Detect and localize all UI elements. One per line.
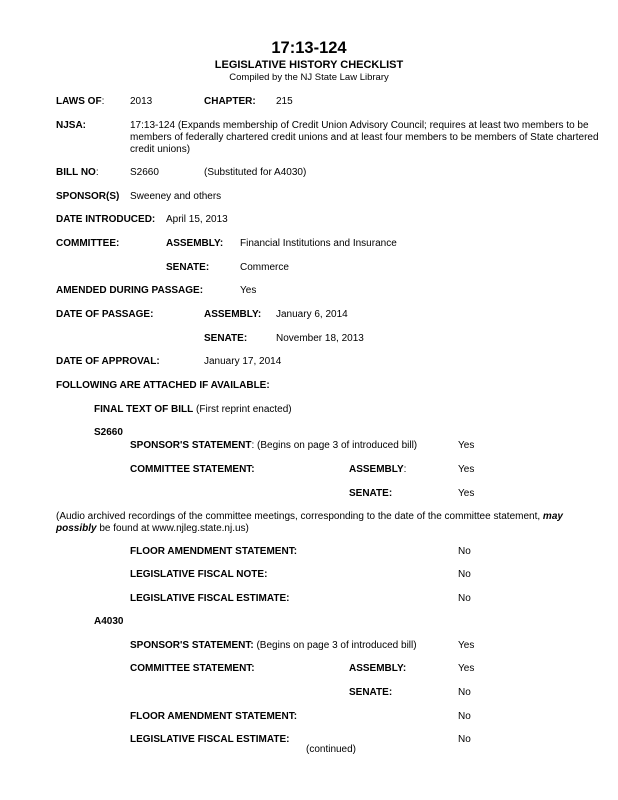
- s2660-senate-value: Yes: [458, 488, 475, 499]
- continued-note: (continued): [305, 744, 357, 755]
- passage-senate-label: SENATE:: [204, 333, 248, 344]
- s2660-floor-value: No: [458, 546, 471, 557]
- a4030-sponsor-value: Yes: [458, 640, 475, 651]
- chapter-value: 215: [276, 96, 293, 107]
- page-title: 17:13-124: [271, 39, 347, 57]
- njsa-text: 17:13-124 (Expands membership of Credit Union Advisory Council; requires at least two members to be members of federally chartered credit unions and at least four members to be members of State chartered credit unions): [130, 120, 599, 155]
- committee-senate-value: Commerce: [240, 262, 289, 273]
- final-text-note: (First reprint enacted): [196, 404, 292, 415]
- a4030-senate-value: No: [458, 687, 471, 698]
- njsa-label: NJSA:: [56, 120, 87, 131]
- committee-label: COMMITTEE:: [56, 238, 120, 249]
- final-text-row: [94, 404, 292, 416]
- s2660-sponsor-value: Yes: [458, 440, 475, 451]
- attached-heading: FOLLOWING ARE ATTACHED IF AVAILABLE:: [56, 380, 270, 391]
- page-subtitle: LEGISLATIVE HISTORY CHECKLIST: [214, 59, 404, 71]
- a4030-sponsor-row: [130, 640, 417, 652]
- a4030-floor-label: FLOOR AMENDMENT STATEMENT:: [130, 711, 298, 722]
- bill-no-note: (Substituted for A4030): [204, 167, 307, 178]
- a4030-assembly-label: ASSEMBLY:: [349, 663, 407, 674]
- amended-label: AMENDED DURING PASSAGE:: [56, 285, 204, 296]
- a4030-senate-label: SENATE:: [349, 687, 393, 698]
- a4030-fiscal-estimate-label: LEGISLATIVE FISCAL ESTIMATE:: [130, 734, 290, 745]
- bill-no-label: BILL NO:: [56, 167, 99, 178]
- s2660-assembly-value: Yes: [458, 464, 475, 475]
- committee-assembly-value: Financial Institutions and Insurance: [240, 238, 397, 249]
- s2660-fiscal-note-value: No: [458, 569, 471, 580]
- date-of-approval-label: DATE OF APPROVAL:: [56, 356, 160, 367]
- bill-no-value: S2660: [130, 167, 159, 178]
- date-of-approval-value: January 17, 2014: [204, 356, 282, 367]
- laws-of-value: 2013: [130, 96, 153, 107]
- s2660-fiscal-estimate-value: No: [458, 593, 471, 604]
- passage-assembly-label: ASSEMBLY:: [204, 309, 262, 320]
- s2660-assembly-label: ASSEMBLY:: [349, 464, 407, 475]
- s2660-fiscal-estimate-label: LEGISLATIVE FISCAL ESTIMATE:: [130, 593, 290, 604]
- committee-senate-label: SENATE:: [166, 262, 210, 273]
- compiled-by: Compiled by the NJ State Law Library: [229, 72, 389, 83]
- date-introduced-value: April 15, 2013: [166, 214, 228, 225]
- audio-archive-note: (Audio archived recordings of the committee meetings, corresponding to the date of the committee statement, may possibly be found at www.njleg.state.nj.us): [56, 511, 563, 534]
- audio-note-emphasis: may possibly: [56, 511, 563, 534]
- a4030-heading: A4030: [94, 616, 124, 627]
- a4030-fiscal-estimate-value: No: [458, 734, 471, 745]
- passage-assembly-value: January 6, 2014: [276, 309, 348, 320]
- amended-value: Yes: [240, 285, 257, 296]
- committee-assembly-label: ASSEMBLY:: [166, 238, 224, 249]
- a4030-assembly-value: Yes: [458, 663, 475, 674]
- a4030-floor-value: No: [458, 711, 471, 722]
- s2660-floor-label: FLOOR AMENDMENT STATEMENT:: [130, 546, 298, 557]
- date-introduced-label: DATE INTRODUCED:: [56, 214, 156, 225]
- date-of-passage-label: DATE OF PASSAGE:: [56, 309, 154, 320]
- s2660-fiscal-note-label: LEGISLATIVE FISCAL NOTE:: [130, 569, 268, 580]
- a4030-sponsor-note: (Begins on page 3 of introduced bill): [256, 640, 417, 651]
- s2660-sponsor-label: SPONSOR'S STATEMENT: [130, 440, 252, 451]
- s2660-sponsor-row: [130, 440, 417, 452]
- s2660-heading: S2660: [94, 427, 123, 438]
- passage-senate-value: November 18, 2013: [276, 333, 364, 344]
- final-text-label: FINAL TEXT OF BILL: [94, 404, 194, 415]
- a4030-committee-label: COMMITTEE STATEMENT:: [130, 663, 255, 674]
- sponsors-value: Sweeney and others: [130, 191, 222, 202]
- s2660-committee-label: COMMITTEE STATEMENT:: [130, 464, 255, 475]
- a4030-sponsor-label: SPONSOR'S STATEMENT:: [130, 640, 254, 651]
- s2660-sponsor-note: : (Begins on page 3 of introduced bill): [251, 440, 418, 451]
- laws-of-label: LAWS OF:: [56, 96, 105, 107]
- sponsors-label: SPONSOR(S): [56, 191, 120, 202]
- chapter-label: CHAPTER:: [204, 96, 256, 107]
- s2660-senate-label: SENATE:: [349, 488, 393, 499]
